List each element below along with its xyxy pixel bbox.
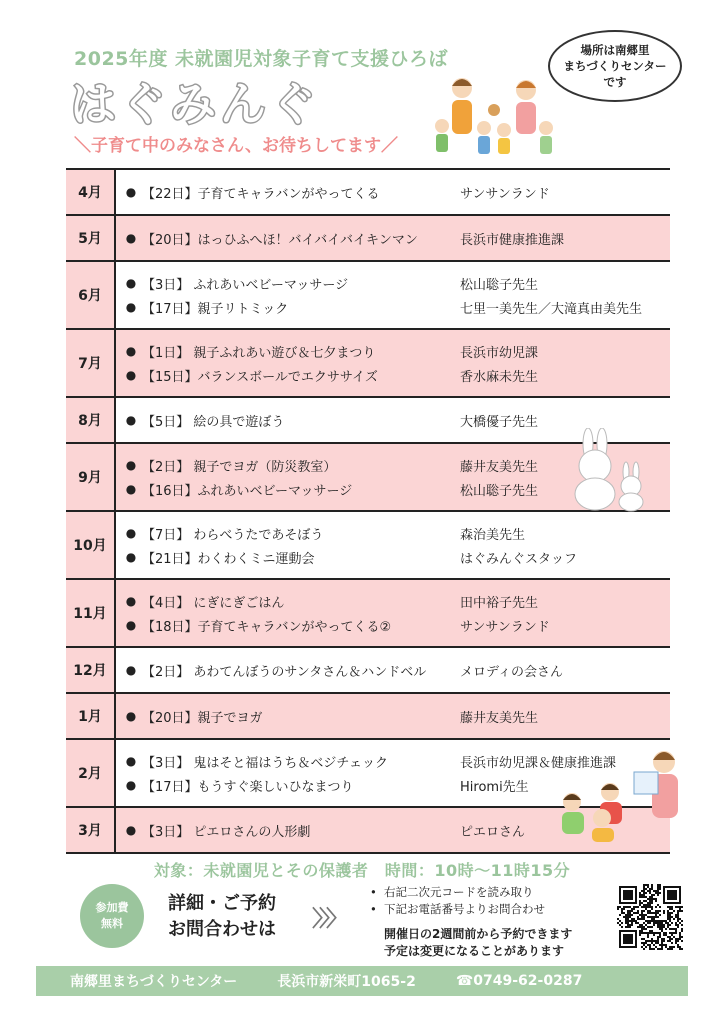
event-item xyxy=(116,226,670,250)
main-title: はぐみんぐ xyxy=(70,77,320,131)
event-title: 【20日】親子でヨガ xyxy=(142,710,263,726)
event-list xyxy=(116,512,670,578)
event-host: 七里一美先生／大滝真由美先生 xyxy=(460,301,643,317)
event-host: 大橋優子先生 xyxy=(460,414,539,430)
footer-center-name: 南郷里まちづくりセンター xyxy=(70,974,238,990)
contact-notes xyxy=(370,884,545,918)
event-title: 【3日】 ピエロさんの人形劇 xyxy=(142,824,311,840)
event-list xyxy=(116,648,670,692)
event-item xyxy=(116,180,670,204)
event-list xyxy=(116,580,670,646)
location-bubble xyxy=(548,30,682,102)
event-title: 【7日】 わらべうたであそぼう xyxy=(142,527,324,543)
event-item xyxy=(116,339,670,363)
month-label: 6月 xyxy=(66,262,116,328)
month-label: 11月 xyxy=(66,580,116,646)
event-item xyxy=(116,589,670,613)
event-list xyxy=(116,330,670,396)
month-label: 9月 xyxy=(66,444,116,510)
bullet-icon: ● xyxy=(125,663,137,677)
month-row xyxy=(66,694,670,740)
location-bubble-text: 場所は南郷里 まちづくりセンター です xyxy=(563,43,667,89)
reservation-note: 予定は変更になることがあります xyxy=(384,944,565,958)
bullet-icon: ● xyxy=(125,482,137,496)
event-host: 長浜市幼児課＆健康推進課 xyxy=(460,755,617,771)
event-list xyxy=(116,262,670,328)
fee-badge: 参加費 無料 xyxy=(80,884,144,948)
month-row xyxy=(66,512,670,580)
header xyxy=(0,0,724,168)
month-label: 5月 xyxy=(66,216,116,260)
month-label: 10月 xyxy=(66,512,116,578)
reading-illustration xyxy=(552,746,688,844)
event-title: 【3日】 ふれあいベビーマッサージ xyxy=(142,277,349,293)
bullet-icon: ● xyxy=(125,754,137,768)
event-title: 【15日】バランスボールでエクササイズ xyxy=(142,369,378,385)
event-host: 香水麻未先生 xyxy=(460,369,539,385)
note-item: • 右記二次元コードを読み取り xyxy=(370,885,534,899)
month-row xyxy=(66,262,670,330)
note-item: • 下記お電話番号よりお問合わせ xyxy=(370,902,545,916)
bullet-icon: ● xyxy=(125,185,137,199)
bullet-icon: ● xyxy=(125,344,137,358)
event-item xyxy=(116,521,670,545)
month-label: 4月 xyxy=(66,170,116,214)
bullet-icon: ● xyxy=(125,618,137,632)
event-item xyxy=(116,704,670,728)
event-title: 【16日】ふれあいベビーマッサージ xyxy=(142,483,353,499)
event-host: 長浜市幼児課 xyxy=(460,345,539,361)
event-host: ピエロさん xyxy=(460,824,526,840)
month-label: 1月 xyxy=(66,694,116,738)
footer-address: 長浜市新栄町1065-2 xyxy=(277,974,416,990)
month-row xyxy=(66,580,670,648)
event-list xyxy=(116,216,670,260)
event-host: 松山聡子先生 xyxy=(460,277,539,293)
rabbit-illustration xyxy=(566,428,652,512)
event-title: 【21日】わくわくミニ運動会 xyxy=(142,551,315,567)
subtitle: 2025年度 未就園児対象子育て支援ひろば xyxy=(74,48,448,70)
event-title: 【2日】 あわてんぼうのサンタさん＆ハンドベル xyxy=(142,664,427,680)
event-title: 【5日】 絵の具で遊ぼう xyxy=(142,414,285,430)
event-host: 藤井友美先生 xyxy=(460,459,539,475)
event-list xyxy=(116,170,670,214)
event-item xyxy=(116,271,670,295)
event-title: 【20日】はっひふへほ！バイバイバイキンマン xyxy=(142,232,418,248)
event-host: 森治美先生 xyxy=(460,527,526,543)
event-title: 【2日】 親子でヨガ（防災教室） xyxy=(142,459,337,475)
event-title: 【18日】子育てキャラバンがやってくる② xyxy=(142,619,392,635)
month-label: 2月 xyxy=(66,740,116,806)
event-host: 田中裕子先生 xyxy=(460,595,539,611)
bullet-icon: ● xyxy=(125,709,137,723)
event-title: 【3日】 鬼はそと福はうち＆ベジチェック xyxy=(142,755,389,771)
event-host: はぐみんぐスタッフ xyxy=(460,551,578,567)
family-illustration xyxy=(428,74,568,166)
month-row xyxy=(66,216,670,262)
bullet-icon: ● xyxy=(125,778,137,792)
tagline: ＼子育て中のみなさん、お待ちしてます／ xyxy=(74,136,399,156)
event-host: 松山聡子先生 xyxy=(460,483,539,499)
event-item xyxy=(116,295,670,319)
event-host: メロディの会さん xyxy=(460,664,563,680)
event-title: 【17日】親子リトミック xyxy=(142,301,289,317)
event-item xyxy=(116,613,670,637)
bullet-icon: ● xyxy=(125,300,137,314)
arrow-icon: 〉〉〉 xyxy=(312,907,345,932)
reservation-notes xyxy=(384,926,572,960)
bullet-icon: ● xyxy=(125,458,137,472)
bullet-icon: ● xyxy=(125,231,137,245)
event-title: 【22日】子育てキャラバンがやってくる xyxy=(142,186,380,202)
contact-heading: 詳細・ご予約 お問合わせは xyxy=(168,893,276,940)
month-label: 12月 xyxy=(66,648,116,692)
event-host: 長浜市健康推進課 xyxy=(460,232,565,248)
month-label: 3月 xyxy=(66,808,116,852)
bullet-icon: ● xyxy=(125,526,137,540)
bullet-icon: ● xyxy=(125,368,137,382)
qr-code[interactable] xyxy=(617,884,683,950)
bullet-icon: ● xyxy=(125,413,137,427)
bullet-icon: ● xyxy=(125,276,137,290)
footer-phone[interactable]: ☎0749-62-0287 xyxy=(455,973,583,989)
bullet-icon: ● xyxy=(125,594,137,608)
month-row xyxy=(66,648,670,694)
event-title: 【1日】 親子ふれあい遊び＆七夕まつり xyxy=(142,345,376,361)
reservation-note: 開催日の2週間前から予約できます xyxy=(384,927,573,941)
bullet-icon: ● xyxy=(125,823,137,837)
month-row xyxy=(66,170,670,216)
target-and-time: 対象：未就園児とその保護者 時間：10時～11時15分 xyxy=(153,861,571,880)
event-item xyxy=(116,363,670,387)
event-host: Hiromi先生 xyxy=(460,779,529,795)
event-title: 【17日】もうすぐ楽しいひなまつり xyxy=(142,779,354,795)
event-host: サンサンランド xyxy=(460,186,550,202)
month-label: 7月 xyxy=(66,330,116,396)
event-host: サンサンランド xyxy=(460,619,550,635)
event-host: 藤井友美先生 xyxy=(460,710,539,726)
event-item xyxy=(116,545,670,569)
event-list xyxy=(116,694,670,738)
month-label: 8月 xyxy=(66,398,116,442)
event-item xyxy=(116,658,670,682)
footer xyxy=(36,966,688,996)
month-row xyxy=(66,330,670,398)
event-title: 【4日】 にぎにぎごはん xyxy=(142,595,285,611)
bullet-icon: ● xyxy=(125,550,137,564)
